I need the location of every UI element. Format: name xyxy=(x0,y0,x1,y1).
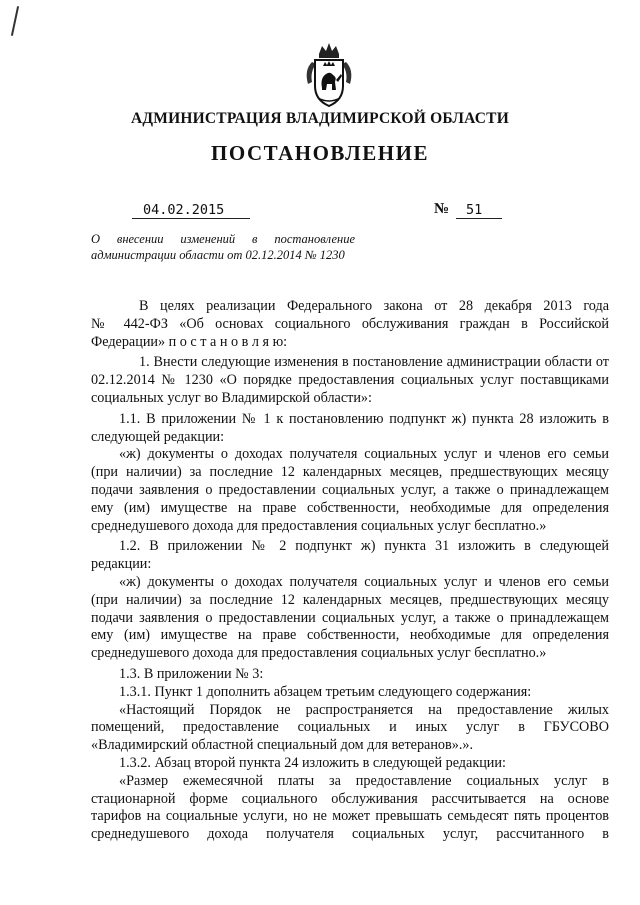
body-line: 1.1. В приложении № 1 к постановлению подпункт ж) пункта 28 изложить в xyxy=(119,410,609,427)
body-line: «Владимирский областной специальный дом для ветеранов».». xyxy=(91,737,474,754)
body-line: 1.3.2. Абзац второй пункта 24 изложить в следующей редакции: xyxy=(119,754,506,771)
body-line: среднедушевого дохода получателя социальных услуг, рассчитанного в xyxy=(91,826,609,843)
body-line: подачи заявления о предоставлении социальных услуг, а также о принадлежащем xyxy=(91,609,609,626)
subject-line: администрации области от 02.12.2014 № 1230 xyxy=(91,248,345,262)
document-type: ПОСТАНОВЛЕНИЕ xyxy=(211,141,429,165)
document-date: 04.02.2015 xyxy=(143,202,225,218)
body-line: среднедушевого дохода для предоставления социальных услуг бесплатно.» xyxy=(91,517,547,534)
body-line: социальных услуг во Владимирской области»: xyxy=(91,389,372,406)
body-line: «ж) документы о доходах получателя социальных услуг и членов его семьи xyxy=(119,446,609,463)
body-line: помещений, предоставление социальных и иных услуг в ГБУСОВО xyxy=(91,719,609,736)
document-body xyxy=(91,298,609,844)
body-line: № 442-ФЗ «Об основах социального обслуживания граждан в Российской xyxy=(91,315,609,332)
body-line: В целях реализации Федерального закона от 28 декабря 2013 года xyxy=(139,298,609,314)
body-line: 1.3. В приложении № 3: xyxy=(119,665,264,682)
body-line: 1. Внести следующие изменения в постановление администрации области от xyxy=(139,354,609,371)
number-underline xyxy=(456,218,502,219)
body-line: стационарной форме социального обслуживания рассчитывается на основе xyxy=(91,790,609,807)
document-subject xyxy=(91,231,355,263)
body-line: ему (им) имуществе на праве собственности, необходимые для определения xyxy=(91,627,609,644)
body-line: редакции: xyxy=(91,556,152,573)
date-underline xyxy=(132,218,250,219)
body-line: среднедушевого дохода для предоставления социальных услуг бесплатно.» xyxy=(91,645,547,662)
body-line: 1.3.1. Пункт 1 дополнить абзацем третьим следующего содержания: xyxy=(119,683,532,700)
coat-of-arms-icon xyxy=(298,40,360,110)
authority-name: АДМИНИСТРАЦИЯ ВЛАДИМИРСКОЙ ОБЛАСТИ xyxy=(131,110,509,127)
number-label: № xyxy=(434,201,450,217)
body-line: 1.2. В приложении № 2 подпункт ж) пункта 31 изложить в следующей xyxy=(119,538,609,555)
body-line: тарифов на социальные услуги, но не может превышать семьдесят пять процентов xyxy=(91,808,609,825)
body-line: ему (им) имуществе на праве собственности, необходимые для определения xyxy=(91,499,609,516)
handwritten-mark xyxy=(11,6,19,36)
body-line: (при наличии) за последние 12 календарных месяцев, предшествующих месяцу xyxy=(91,591,609,608)
body-line: Федерации» п о с т а н о в л я ю: xyxy=(91,333,288,350)
body-line: 02.12.2014 № 1230 «О порядке предоставления социальных услуг поставщиками xyxy=(91,372,609,389)
body-line: «ж) документы о доходах получателя социальных услуг и членов его семьи xyxy=(119,573,609,590)
body-line: (при наличии) за последние 12 календарных месяцев, предшествующих месяцу xyxy=(91,464,609,481)
subject-line: О внесении изменений в постановление xyxy=(91,232,355,246)
body-line: следующей редакции: xyxy=(91,428,225,445)
body-line: «Размер ежемесячной платы за предоставление социальных услуг в xyxy=(119,772,609,789)
body-line: подачи заявления о предоставлении социальных услуг, а также о принадлежащем xyxy=(91,481,609,498)
document-number: 51 xyxy=(466,202,483,218)
body-line: «Настоящий Порядок не распространяется на предоставление жилых xyxy=(119,701,609,718)
